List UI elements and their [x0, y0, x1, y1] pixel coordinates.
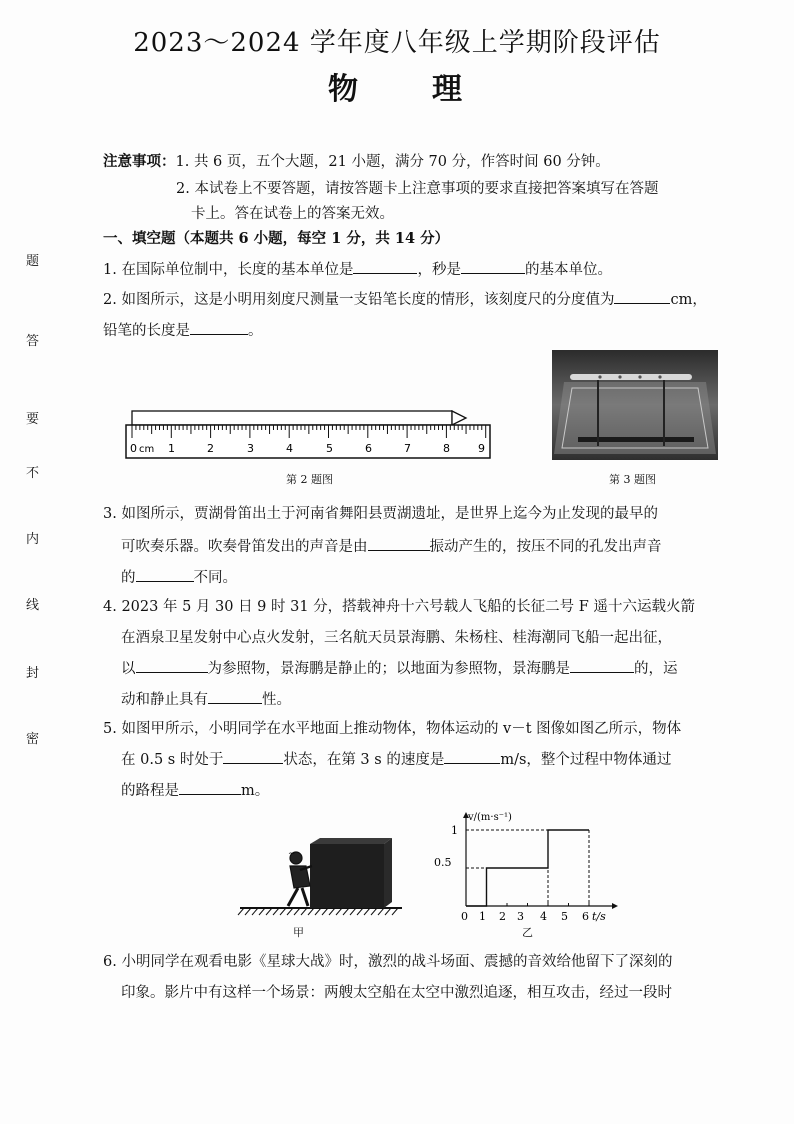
ruler-tick-label: 8: [443, 442, 450, 455]
ground-hatch: [245, 908, 251, 915]
ruler-tick-label: 6: [365, 442, 372, 455]
x-axis-label: t/s: [592, 910, 606, 923]
notice-item-2b: 卡上。答在试卷上的答案无效。: [191, 206, 394, 222]
q5-text-a: 在 0.5 s 时处于: [121, 752, 224, 768]
ground-hatch: [357, 908, 363, 915]
question-4-line-1: 4. 2023 年 5 月 30 日 9 时 31 分，搭载神舟十六号载人飞船的长征二号 F 遥十六运载火箭: [103, 599, 695, 615]
x-tick-label: 0: [461, 910, 468, 923]
pencil-icon: [132, 411, 466, 425]
person-icon: [288, 852, 312, 906]
ground-hatch: [280, 908, 286, 915]
subject-title: 物理: [328, 72, 536, 107]
question-5-line-2: [121, 749, 671, 770]
answer-blank[interactable]: [353, 259, 417, 274]
ground-hatch: [259, 908, 265, 915]
q4-text-a: 以: [121, 661, 136, 677]
q4-text-c: 的，运: [634, 661, 678, 677]
question-6-line-1: 6. 小明同学在观看电影《星球大战》时，激烈的战斗场面、震撼的音效给他留下了深刻的: [103, 954, 673, 970]
ground-hatch: [385, 908, 391, 915]
question-3-line-3: [121, 567, 237, 588]
answer-blank[interactable]: [614, 289, 670, 304]
q2-text-c: 铅笔的长度是: [103, 323, 190, 339]
figure-2-caption: 第 2 题图: [286, 473, 333, 486]
answer-blank[interactable]: [179, 780, 241, 795]
x-tick-label: 1: [479, 910, 486, 923]
margin-char: 题: [26, 254, 40, 269]
margin-char: 封: [26, 666, 40, 681]
ground-hatch: [315, 908, 321, 915]
answer-blank[interactable]: [208, 689, 262, 704]
q5-text-e: m。: [241, 783, 270, 799]
y-tick-label: 1: [451, 824, 458, 837]
question-1: [103, 259, 612, 280]
question-3-line-1: 3. 如图所示，贾湖骨笛出土于河南省舞阳县贾湖遗址，是世界上迄今为止发现的最早的: [103, 506, 658, 522]
x-tick-label: 2: [499, 910, 506, 923]
margin-char: 内: [26, 532, 40, 547]
bone-flute-photo: [552, 350, 718, 460]
ground-hatch: [378, 908, 384, 915]
q2-text-a: 2. 如图所示，这是小明用刻度尺测量一支铅笔长度的情形，该刻度尺的分度值为: [103, 292, 615, 308]
q5-text-b: 状态，在第 3 s 的速度是: [283, 752, 445, 768]
ground-hatch: [336, 908, 342, 915]
section-1-heading: 一、填空题（本题共 6 小题，每空 1 分，共 14 分）: [103, 230, 450, 247]
figure-yi-label: 乙: [522, 926, 533, 939]
ruler-tick-label: 3: [247, 442, 254, 455]
ground-hatch: [350, 908, 356, 915]
figure-jia-label: 甲: [293, 926, 304, 939]
ground-hatch: [329, 908, 335, 915]
ruler-tick-label: 7: [404, 442, 411, 455]
answer-blank[interactable]: [136, 567, 194, 582]
margin-char: 要: [26, 412, 40, 427]
q5-text-d: 的路程是: [121, 783, 179, 799]
ruler-figure: [120, 406, 500, 462]
answer-blank[interactable]: [444, 749, 500, 764]
q1-text-a: 1. 在国际单位制中，长度的基本单位是: [103, 262, 354, 278]
question-4-line-4: [121, 689, 291, 710]
ground-hatch: [294, 908, 300, 915]
q3-text-c: 的: [121, 570, 136, 586]
ruler-tick-label: 1: [168, 442, 175, 455]
bone-flute-icon: [570, 374, 692, 380]
question-3-line-2: [121, 536, 662, 557]
y-axis-label: v/(m·s⁻¹): [468, 812, 512, 823]
notice-item-2a: 2. 本试卷上不要答题，请按答题卡上注意事项的要求直接把答案填写在答题: [176, 181, 659, 197]
ground-hatch: [266, 908, 272, 915]
q4-text-b: 为参照物，景海鹏是静止的；以地面为参照物，景海鹏是: [207, 661, 570, 677]
ruler-tick-label: 5: [326, 442, 333, 455]
pushing-box-figure: [236, 836, 406, 916]
ruler-tick-label: 2: [207, 442, 214, 455]
answer-blank[interactable]: [368, 536, 430, 551]
q2-text-d: 。: [248, 323, 263, 339]
answer-blank[interactable]: [136, 658, 208, 673]
q3-text-a: 可吹奏乐器。吹奏骨笛发出的声音是由: [121, 539, 368, 555]
x-tick-label: 6: [582, 910, 589, 923]
answer-blank[interactable]: [223, 749, 283, 764]
ruler-body: [126, 425, 490, 458]
question-5-line-1: 5. 如图甲所示，小明同学在水平地面上推动物体，物体运动的 v－t 图像如图乙所示，物体: [103, 721, 682, 737]
x-tick-label: 3: [517, 910, 524, 923]
ground-hatch: [308, 908, 314, 915]
exam-title: 2023～2024 学年度八年级上学期阶段评估: [133, 28, 661, 58]
q3-text-d: 不同。: [193, 570, 237, 586]
ruler-unit: cm: [139, 444, 155, 455]
question-4-line-3: [121, 658, 678, 679]
ground-hatch: [371, 908, 377, 915]
margin-char: 线: [26, 598, 40, 613]
q3-text-b: 振动产生的，按压不同的孔发出声音: [429, 539, 662, 555]
velocity-series-line: [466, 830, 589, 906]
question-4-line-2: 在酒泉卫星发射中心点火发射，三名航天员景海鹏、朱杨柱、桂海潮同飞船一起出征，: [121, 630, 672, 646]
ruler-tick-label-0: 0: [130, 442, 137, 455]
svg-text:~: ~: [288, 849, 296, 859]
box-icon: [310, 844, 384, 908]
y-tick-label: 0.5: [434, 856, 452, 869]
margin-char: 密: [26, 732, 40, 747]
x-tick-label: 5: [561, 910, 568, 923]
vt-graph: [430, 808, 620, 926]
ruler-tick-label: 4: [286, 442, 293, 455]
ground-hatch: [273, 908, 279, 915]
ground-hatch: [252, 908, 258, 915]
ground-hatch: [301, 908, 307, 915]
q4-text-d: 动和静止具有: [121, 692, 208, 708]
question-2-line-1: [103, 289, 707, 310]
ground-hatch: [287, 908, 293, 915]
question-6-line-2: 印象。影片中有这样一个场景：两艘太空船在太空中激烈追逐，相互攻击，经过一段时: [121, 985, 672, 1001]
q5-text-c: m/s，整个过程中物体通过: [500, 752, 672, 768]
answer-blank[interactable]: [570, 658, 634, 673]
x-tick-label: 4: [540, 910, 547, 923]
ruler-tick-label: 9: [478, 442, 485, 455]
q1-text-b: ，秒是: [417, 262, 461, 278]
figure-3-caption: 第 3 题图: [609, 473, 656, 486]
margin-char: 答: [26, 334, 40, 349]
q1-text-c: 的基本单位。: [524, 262, 612, 278]
ground-hatch: [343, 908, 349, 915]
notice-label: 注意事项：: [103, 153, 176, 170]
ground-hatch: [392, 908, 398, 915]
q2-text-b: cm，: [670, 292, 707, 308]
ground-hatch: [238, 908, 244, 915]
answer-blank[interactable]: [461, 259, 525, 274]
q4-text-e: 性。: [262, 692, 291, 708]
ground-hatch: [322, 908, 328, 915]
margin-char: 不: [26, 466, 40, 481]
question-2-line-2: [103, 320, 263, 341]
notice-line-1: [103, 152, 610, 172]
question-5-line-3: [121, 780, 269, 801]
answer-blank[interactable]: [190, 320, 248, 335]
ground-hatch: [364, 908, 370, 915]
notice-item-1: 1. 共 6 页，五个大题，21 小题，满分 70 分，作答时间 60 分钟。: [175, 154, 610, 170]
